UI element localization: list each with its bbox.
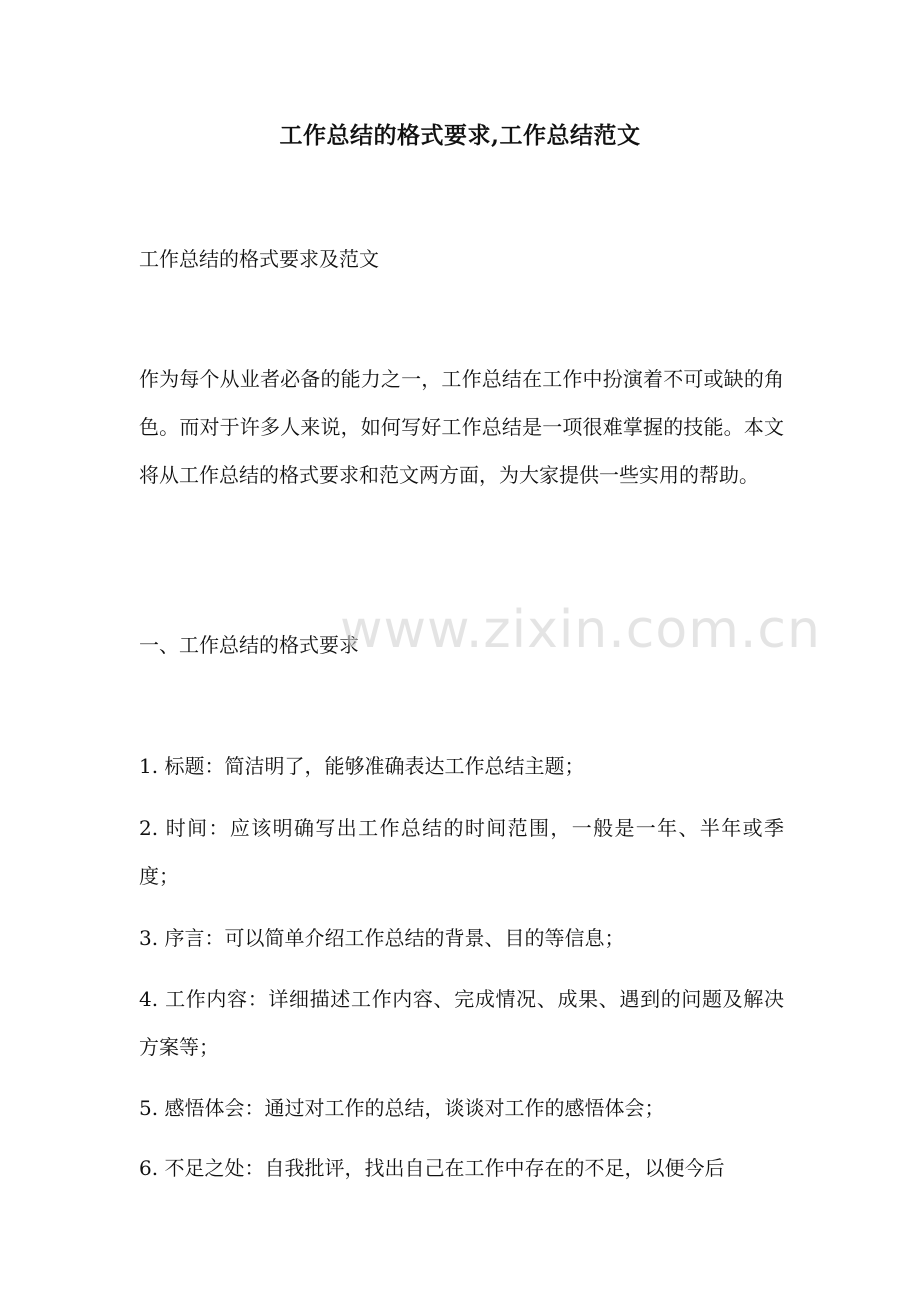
section-heading: 一、工作总结的格式要求 <box>139 633 359 657</box>
list-item: 3. 序言：可以简单介绍工作总结的背景、目的等信息； <box>139 926 625 950</box>
document-title: 工作总结的格式要求,工作总结范文 <box>279 122 641 149</box>
intro-paragraph: 作为每个从业者必备的能力之一，工作总结在工作中扮演着不可或缺的角色。而对于许多人来说，如何写好工作总结是一项很难掌握的技能。本文将从工作总结的格式要求和范文两方面，为大家提供一些实用的帮助。 <box>139 367 784 487</box>
list-item: 2. 时间：应该明确写出工作总结的时间范围，一般是一年、半年或季度； <box>139 816 784 888</box>
list-item: 5. 感悟体会：通过对工作的总结，谈谈对工作的感悟体会； <box>139 1096 665 1120</box>
document-subtitle: 工作总结的格式要求及范文 <box>139 247 379 271</box>
list-item: 6. 不足之处：自我批评，找出自己在工作中存在的不足，以便今后 <box>139 1156 725 1180</box>
list-item: 1. 标题：简洁明了，能够准确表达工作总结主题； <box>139 754 585 778</box>
watermark: www.zixin.com.cn <box>340 600 821 660</box>
list-item: 4. 工作内容：详细描述工作内容、完成情况、成果、遇到的问题及解决方案等； <box>139 987 784 1059</box>
